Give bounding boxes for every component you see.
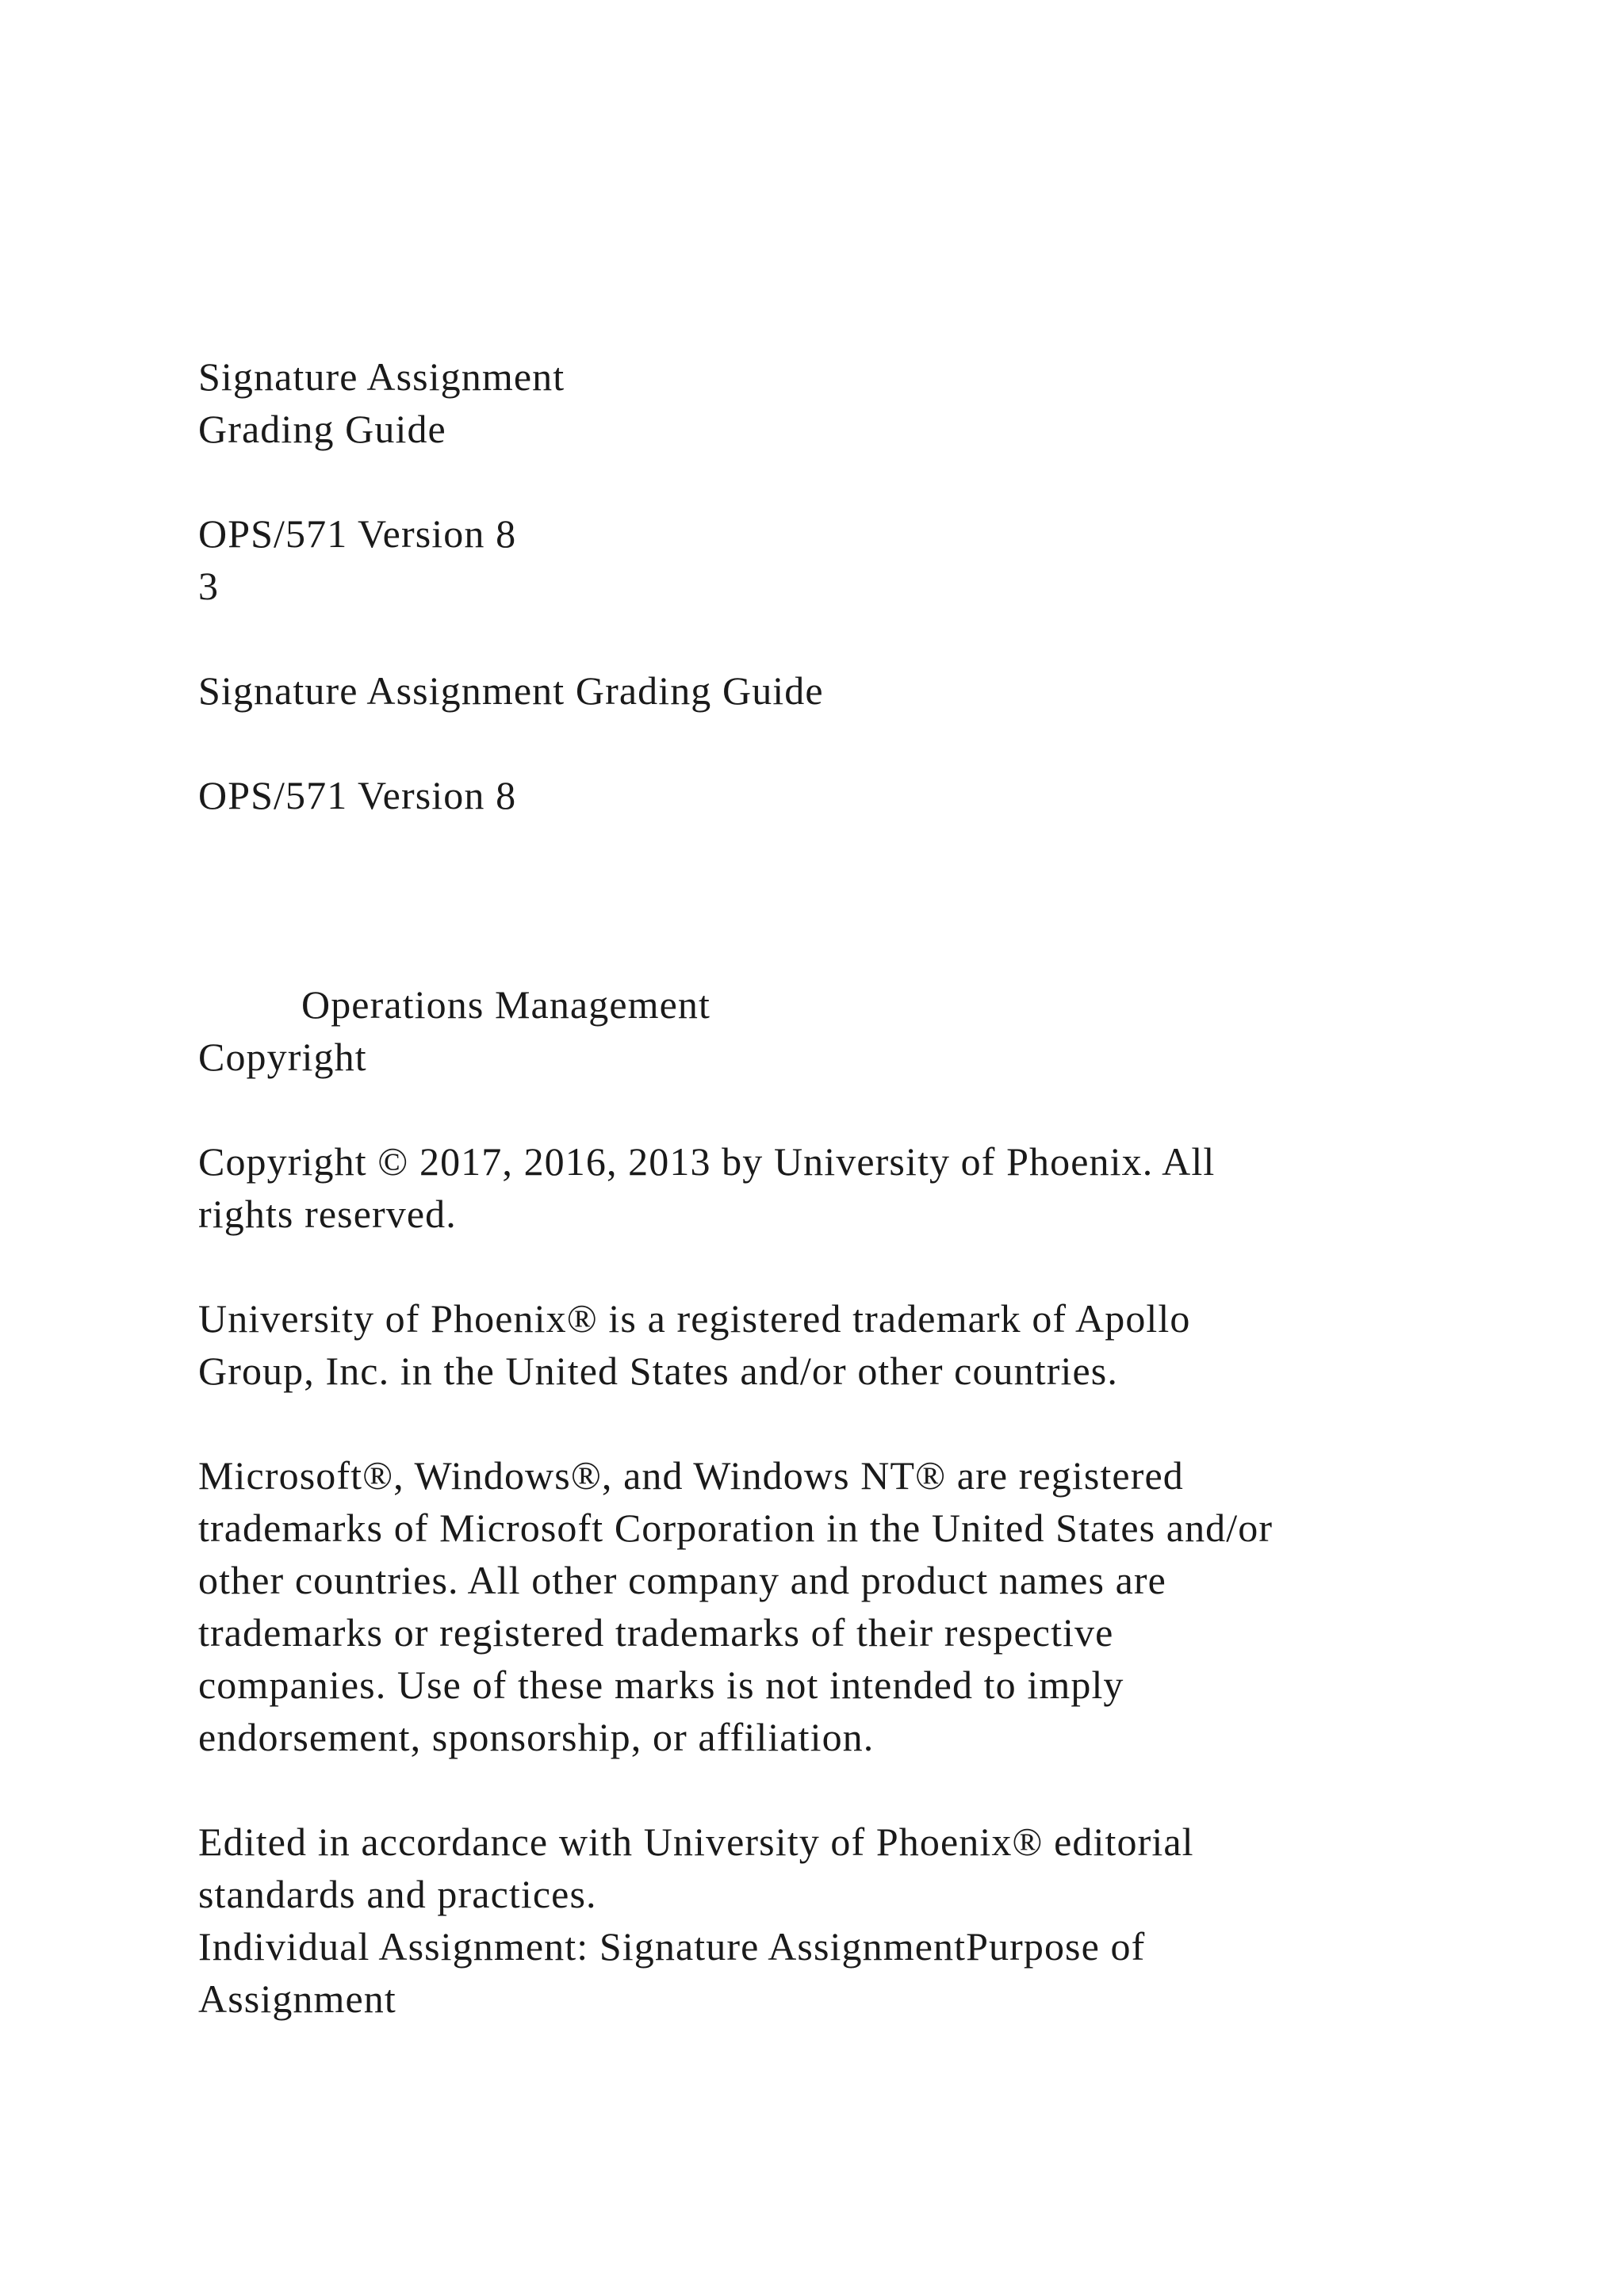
blank-line [198,1240,1435,1292]
microsoft-trademark-line: Microsoft®, Windows®, and Windows NT® are registered [198,1453,1184,1498]
blank-line [198,926,1435,978]
assignment-heading-line: Assignment [198,1976,396,2021]
trademark-text-line: University of Phoenix® is a registered trademark of Apollo [198,1296,1191,1341]
editorial-standards-line: standards and practices. [198,1872,597,1916]
blank-line [198,717,1435,769]
microsoft-trademark-line: other countries. All other company and product names are [198,1558,1166,1602]
blank-line [198,1763,1435,1816]
course-version-line: OPS/571 Version 8 [198,511,517,556]
blank-line [198,1397,1435,1449]
page-number: 3 [198,564,220,608]
blank-line [198,821,1435,874]
copyright-heading: Copyright [198,1035,367,1079]
editorial-standards-line: Edited in accordance with University of Phoenix® editorial [198,1820,1194,1864]
blank-line [198,455,1435,507]
course-name: Operations Management [301,982,710,1027]
document-heading: Signature Assignment Grading Guide [198,668,824,713]
document-body [198,350,1435,2025]
trademark-text-line: Group, Inc. in the United States and/or other countries. [198,1349,1118,1393]
course-version-repeat: OPS/571 Version 8 [198,773,517,817]
copyright-text-line: rights reserved. [198,1192,457,1236]
doc-title-line-1: Signature Assignment [198,354,565,399]
blank-line [198,874,1435,926]
doc-title-line-2: Grading Guide [198,407,446,451]
assignment-heading-line: Individual Assignment: Signature AssignmentPurpose of [198,1924,1146,1969]
microsoft-trademark-line: companies. Use of these marks is not intended to imply [198,1663,1124,1707]
copyright-text-line: Copyright © 2017, 2016, 2013 by University of Phoenix. All [198,1139,1216,1184]
blank-line [198,612,1435,664]
microsoft-trademark-line: trademarks or registered trademarks of their respective [198,1610,1114,1655]
microsoft-trademark-line: endorsement, sponsorship, or affiliation. [198,1715,875,1759]
blank-line [198,1083,1435,1135]
microsoft-trademark-line: trademarks of Microsoft Corporation in the United States and/or [198,1506,1274,1550]
